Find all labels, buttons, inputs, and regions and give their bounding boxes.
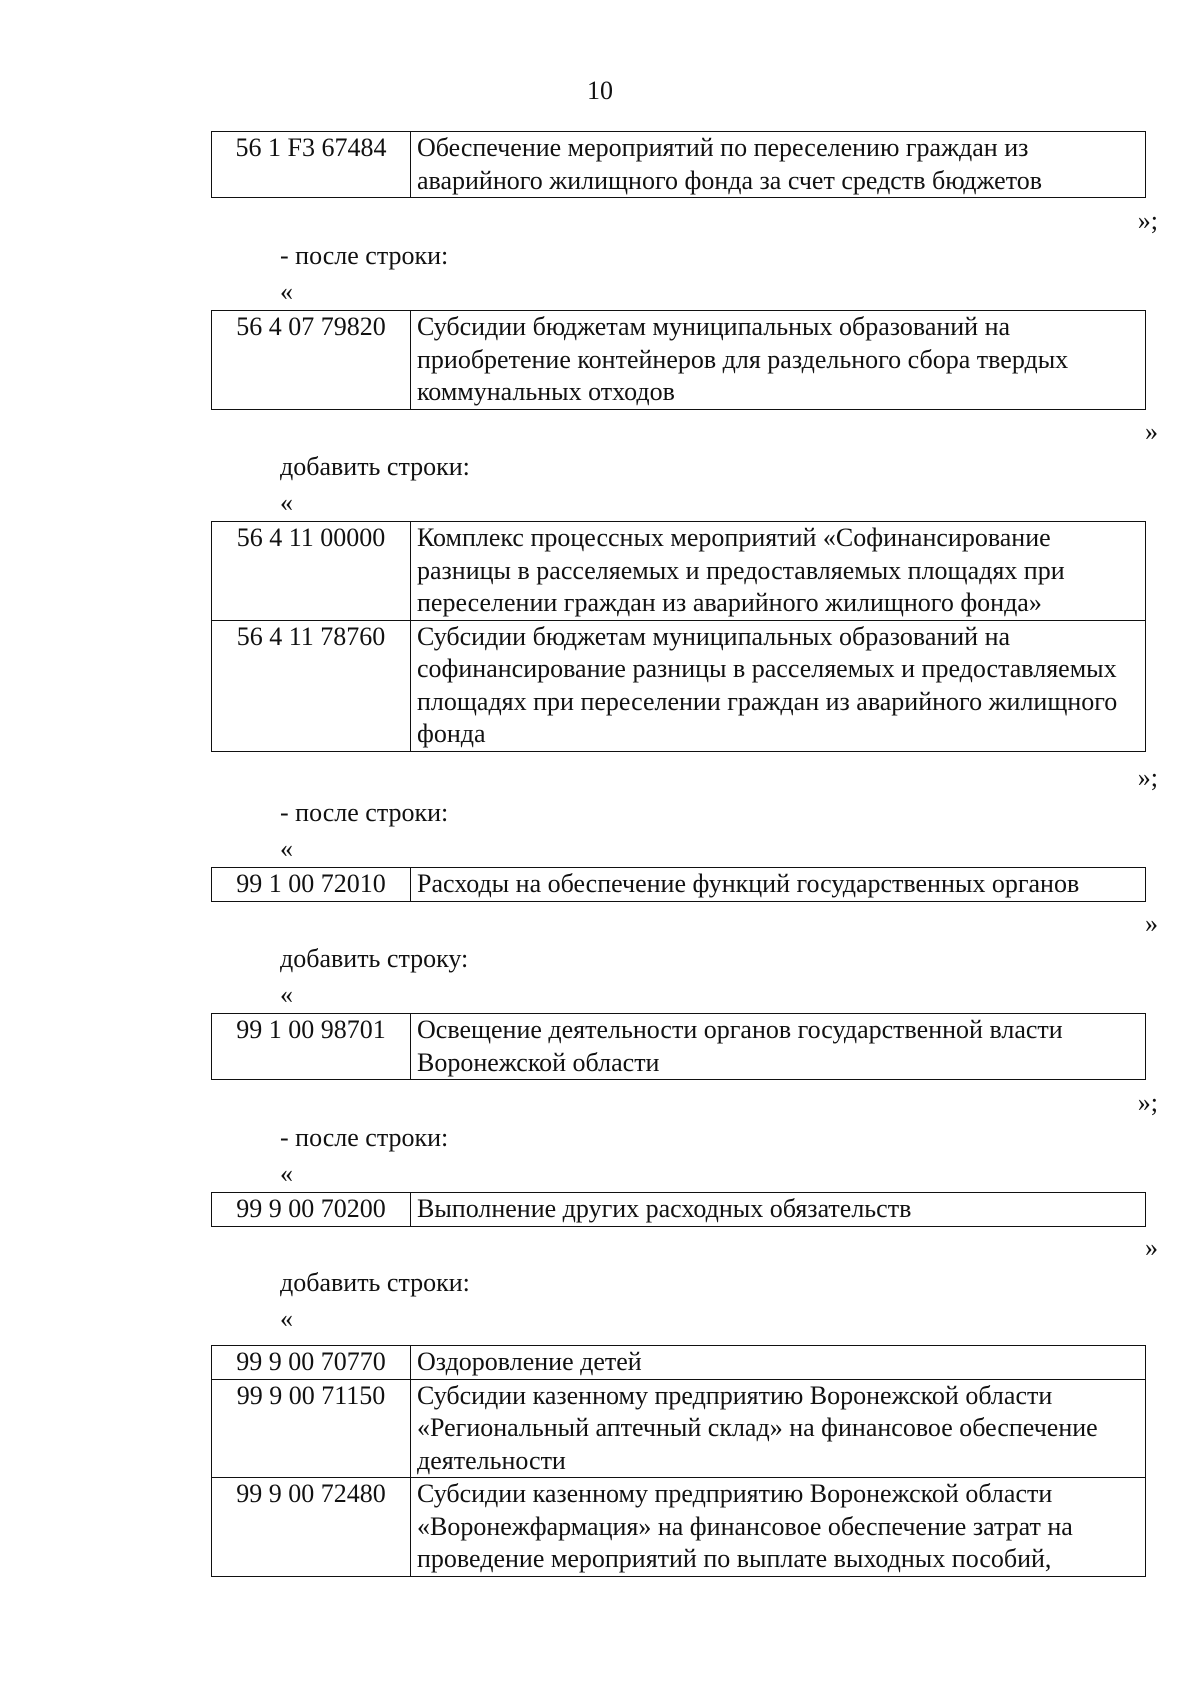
budget-code: 56 4 11 78760 xyxy=(212,620,411,751)
closing-quote: » xyxy=(1145,417,1158,446)
instruction-text: - после строки: xyxy=(280,241,449,270)
code-table xyxy=(211,131,1146,198)
budget-code: 99 9 00 70200 xyxy=(212,1193,411,1227)
budget-code: 56 4 07 79820 xyxy=(212,311,411,410)
expense-description: Выполнение других расходных обязательств xyxy=(411,1193,1146,1227)
table-row xyxy=(212,132,1146,198)
expense-description: Субсидии казенному предприятию Воронежской области «Воронежфармация» на финансовое обеспечение затрат на проведение мероприятий по выплате выходных пособий, xyxy=(411,1478,1146,1577)
budget-code: 99 1 00 72010 xyxy=(212,868,411,902)
code-table xyxy=(211,1013,1146,1080)
table-row xyxy=(212,1478,1146,1577)
code-table xyxy=(211,521,1146,752)
table-row xyxy=(212,1379,1146,1478)
instruction-text: - после строки: xyxy=(280,798,449,827)
instruction-text: добавить строку: xyxy=(280,944,469,973)
table-row xyxy=(212,1346,1146,1380)
table-row xyxy=(212,522,1146,621)
closing-quote: » xyxy=(1145,909,1158,938)
expense-description: Освещение деятельности органов государственной власти Воронежской области xyxy=(411,1014,1146,1080)
opening-quote: « xyxy=(280,1159,293,1188)
expense-description: Комплекс процессных мероприятий «Софинансирование разницы в расселяемых и предоставляемых площадях при переселении граждан из аварийного жилищного фонда» xyxy=(411,522,1146,621)
expense-description: Субсидии бюджетам муниципальных образований на софинансирование разницы в расселяемых и предоставляемых площадях при переселении граждан из аварийного жилищного фонда xyxy=(411,620,1146,751)
closing-quote: »; xyxy=(1137,1088,1158,1117)
closing-quote: »; xyxy=(1137,763,1158,792)
opening-quote: « xyxy=(280,1304,293,1333)
page-number: 10 xyxy=(587,76,613,105)
closing-quote: »; xyxy=(1137,206,1158,235)
opening-quote: « xyxy=(280,834,293,863)
table-row xyxy=(212,620,1146,751)
table-row xyxy=(212,1014,1146,1080)
budget-code: 56 4 11 00000 xyxy=(212,522,411,621)
expense-description: Оздоровление детей xyxy=(411,1346,1146,1380)
instruction-text: добавить строки: xyxy=(280,452,470,481)
budget-code: 99 9 00 71150 xyxy=(212,1379,411,1478)
budget-code: 99 9 00 70770 xyxy=(212,1346,411,1380)
code-table xyxy=(211,310,1146,410)
code-table xyxy=(211,867,1146,902)
instruction-text: добавить строки: xyxy=(280,1268,470,1297)
expense-description: Субсидии казенному предприятию Воронежской области «Региональный аптечный склад» на финансовое обеспечение деятельности xyxy=(411,1379,1146,1478)
table-row xyxy=(212,311,1146,410)
closing-quote: » xyxy=(1145,1233,1158,1262)
table-row xyxy=(212,1193,1146,1227)
opening-quote: « xyxy=(280,277,293,306)
budget-code: 99 9 00 72480 xyxy=(212,1478,411,1577)
opening-quote: « xyxy=(280,488,293,517)
table-row xyxy=(212,868,1146,902)
opening-quote: « xyxy=(280,980,293,1009)
expense-description: Субсидии бюджетам муниципальных образований на приобретение контейнеров для раздельного сбора твердых коммунальных отходов xyxy=(411,311,1146,410)
instruction-text: - после строки: xyxy=(280,1123,449,1152)
budget-code: 99 1 00 98701 xyxy=(212,1014,411,1080)
code-table xyxy=(211,1345,1146,1577)
expense-description: Обеспечение мероприятий по переселению граждан из аварийного жилищного фонда за счет средств бюджетов xyxy=(411,132,1146,198)
expense-description: Расходы на обеспечение функций государственных органов xyxy=(411,868,1146,902)
code-table xyxy=(211,1192,1146,1227)
budget-code: 56 1 F3 67484 xyxy=(212,132,411,198)
